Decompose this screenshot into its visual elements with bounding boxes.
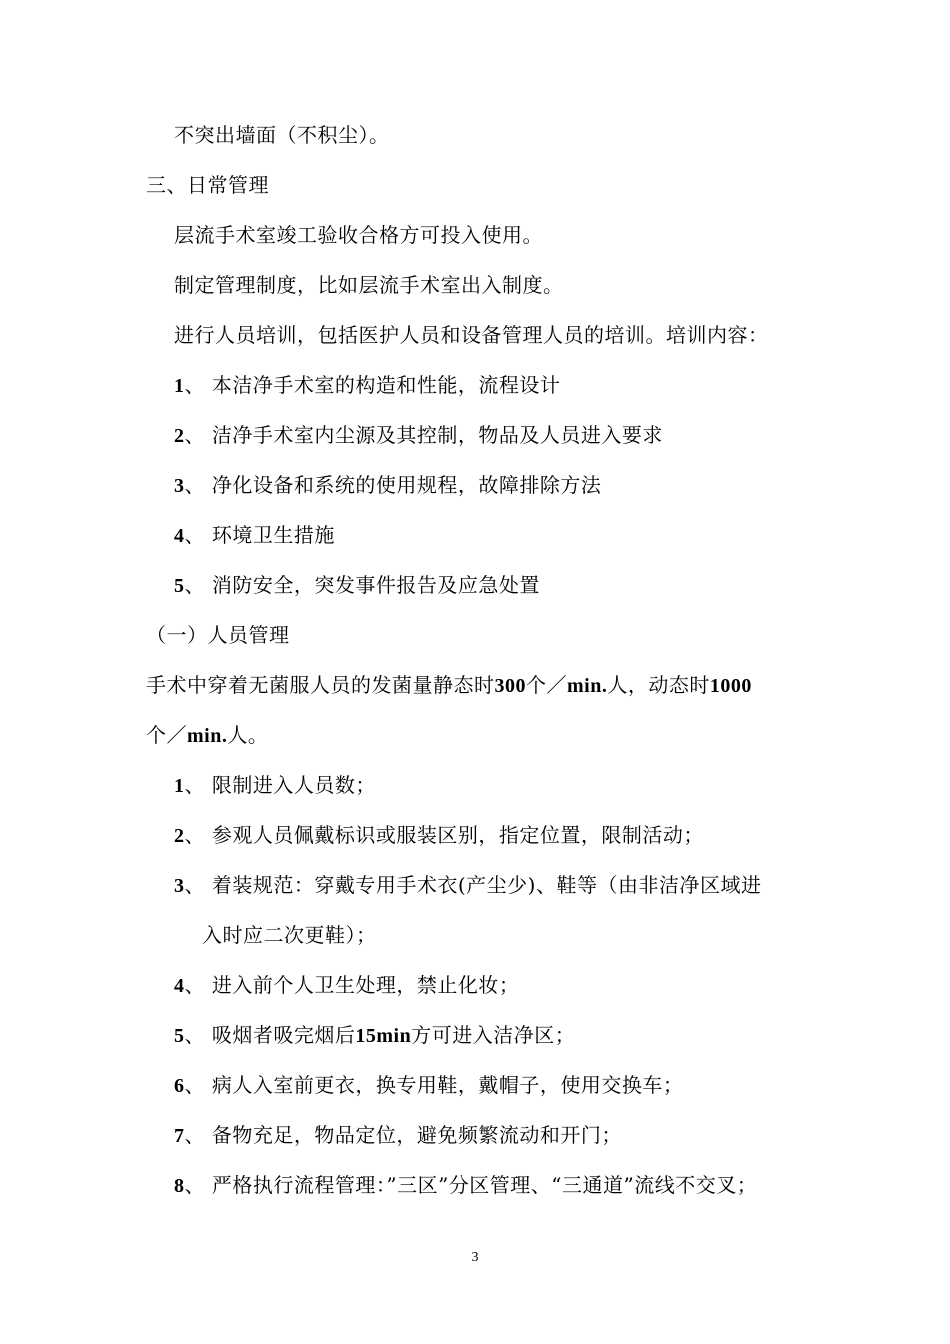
personnel-item: 8、 严格执行流程管理：”三区”分区管理、“三通道”流线不交叉； xyxy=(174,1173,758,1197)
personnel-item: 4、 进入前个人卫生处理，禁止化妆； xyxy=(174,973,520,997)
section-heading-daily-management: 三、日常管理 xyxy=(146,173,269,197)
personnel-item: 3、 着装规范：穿戴专用手术衣(产尘少)、鞋等（由非洁净区域进 xyxy=(174,873,762,897)
personnel-item: 1、 限制进入人员数； xyxy=(174,773,376,797)
paragraph-training-intro: 进行人员培训，包括医护人员和设备管理人员的培训。培训内容： xyxy=(174,323,769,347)
personnel-item: 7、 备物充足，物品定位，避免频繁流动和开门； xyxy=(174,1123,622,1147)
paragraph-bacteria-count: 手术中穿着无菌服人员的发菌量静态时300个／min.人，动态时1000 xyxy=(146,673,752,697)
training-item: 2、 洁净手术室内尘源及其控制，物品及人员进入要求 xyxy=(174,423,663,447)
personnel-item: 2、 参观人员佩戴标识或服装区别，指定位置，限制活动； xyxy=(174,823,704,847)
training-item: 1、 本洁净手术室的构造和性能，流程设计 xyxy=(174,373,561,397)
personnel-item: 5、 吸烟者吸完烟后15min方可进入洁净区； xyxy=(174,1023,576,1047)
personnel-item-continuation: 入时应二次更鞋）； xyxy=(202,923,377,947)
page-number: 3 xyxy=(471,1250,479,1265)
training-item: 4、 环境卫生措施 xyxy=(174,523,335,547)
subsection-heading-personnel: （一）人员管理 xyxy=(146,623,290,647)
paragraph-management-system: 制定管理制度，比如层流手术室出入制度。 xyxy=(174,273,564,297)
training-item: 3、 净化设备和系统的使用规程，故障排除方法 xyxy=(174,473,602,497)
paragraph-wall-note: 不突出墙面（不积尘）。 xyxy=(174,123,390,147)
paragraph-bacteria-count-cont: 个／min.人。 xyxy=(146,723,269,747)
training-item: 5、 消防安全，突发事件报告及应急处置 xyxy=(174,573,540,597)
paragraph-acceptance: 层流手术室竣工验收合格方可投入使用。 xyxy=(174,223,543,247)
personnel-item: 6、 病人入室前更衣，换专用鞋，戴帽子，使用交换车； xyxy=(174,1073,684,1097)
